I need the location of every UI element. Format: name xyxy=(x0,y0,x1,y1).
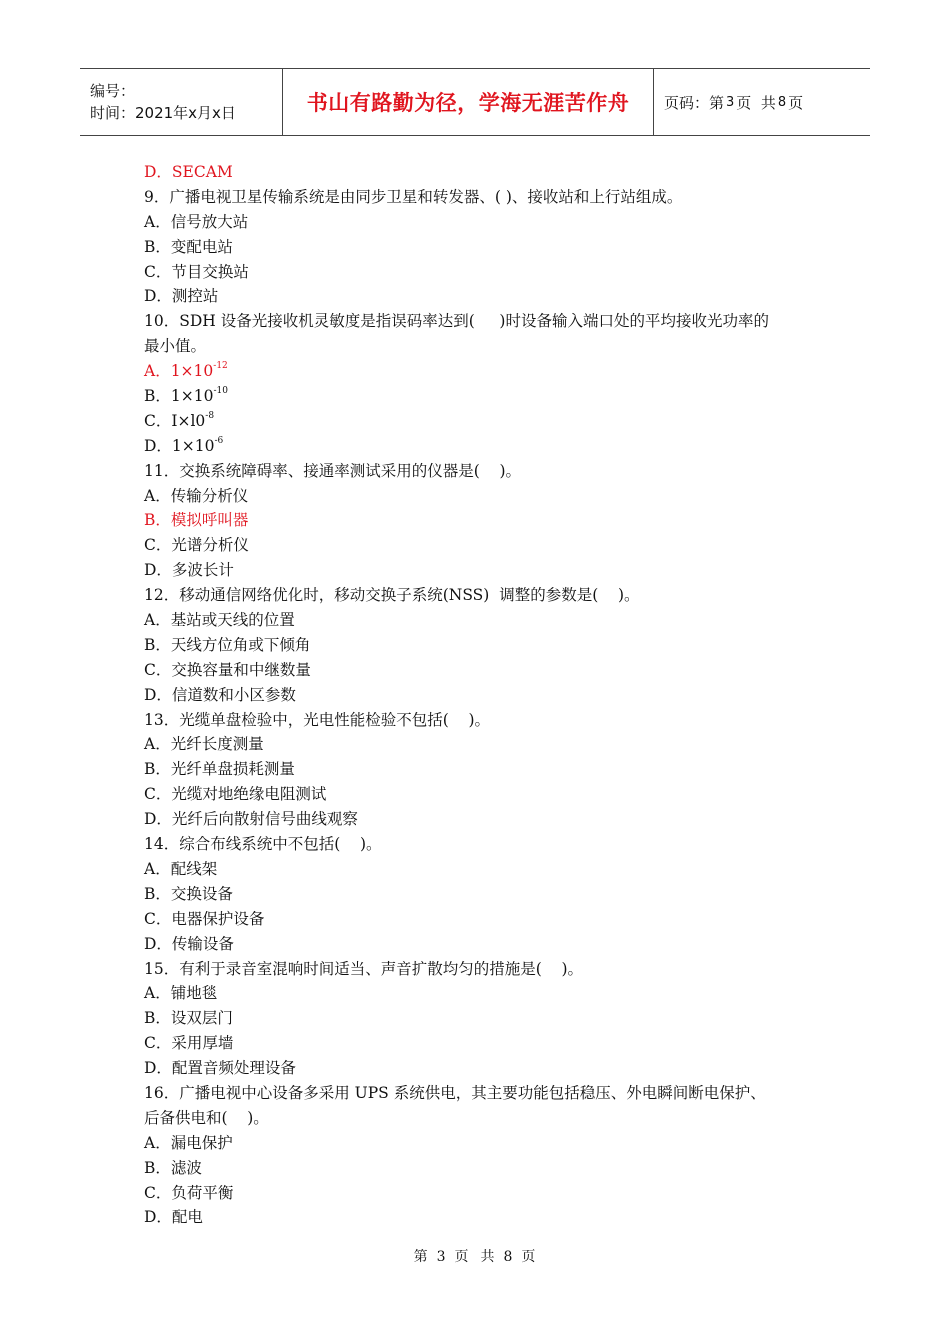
q13-option-c: C．光缆对地绝缘电阻测试 xyxy=(144,785,327,804)
header-motto-cell xyxy=(282,69,654,135)
q10c-exponent: -8 xyxy=(205,410,215,421)
q10a-exponent: -12 xyxy=(213,361,228,372)
question-16-line-2: 后备供电和( )。 xyxy=(144,1108,269,1127)
q16-option-d: D．配电 xyxy=(144,1208,203,1227)
page-footer xyxy=(0,1246,950,1266)
q9-option-b: B．变配电站 xyxy=(144,237,233,256)
question-15: 15．有利于录音室混响时间适当、声音扩散均匀的措施是( )。 xyxy=(144,959,584,978)
question-list xyxy=(144,160,824,1230)
q16-option-b: B．滤波 xyxy=(144,1158,202,1177)
q15-option-a: A．铺地毯 xyxy=(144,984,218,1003)
footer-total: 8 xyxy=(503,1249,514,1265)
question-14: 14．综合布线系统中不包括( )。 xyxy=(144,835,382,854)
q12-option-b: B．天线方位角或下倾角 xyxy=(144,635,311,654)
question-16-line-1: 16．广播电视中心设备多采用 UPS 系统供电，其主要功能包括稳压、外电瞬间断电保护、 xyxy=(144,1083,766,1102)
q12-option-d: D．信道数和小区参数 xyxy=(144,685,296,704)
q10d-exponent: -6 xyxy=(214,435,224,446)
q14-option-b: B．交换设备 xyxy=(144,884,233,903)
document-time: 时间：2021年x月x日 xyxy=(90,104,236,122)
footer-mid: 页 共 xyxy=(454,1249,496,1265)
document-number-label: 编号： xyxy=(90,82,136,100)
q9-option-d: D．测控站 xyxy=(144,287,219,306)
q15-option-d: D．配置音频处理设备 xyxy=(144,1059,296,1078)
page-header xyxy=(80,68,870,136)
q15-option-c: C．采用厚墙 xyxy=(144,1034,234,1053)
q12-option-c: C．交换容量和中继数量 xyxy=(144,660,311,679)
q10c-base: C．I×l0 xyxy=(144,411,206,430)
footer-prefix: 第 xyxy=(413,1249,429,1265)
q11-option-a: A．传输分析仪 xyxy=(144,486,249,505)
question-9: 9．广播电视卫星传输系统是由同步卫星和转发器、( )、接收站和上行站组成。 xyxy=(144,187,683,206)
question-10-line-1: 10．SDH 设备光接收机灵敏度是指误码率达到( )时设备输入端口处的平均接收光功率的 xyxy=(144,312,769,331)
q10b-base: B．1×10 xyxy=(144,387,214,406)
q10-option-c xyxy=(144,409,824,434)
q14-option-c: C．电器保护设备 xyxy=(144,909,265,928)
q12-option-a: A．基站或天线的位置 xyxy=(144,611,295,630)
q13-option-b: B．光纤单盘损耗测量 xyxy=(144,760,295,779)
q10-option-a xyxy=(144,359,824,384)
q16-option-a: A．漏电保护 xyxy=(144,1133,233,1152)
motto: 书山有路勤为径，学海无涯苦作舟 xyxy=(306,91,630,115)
q13-option-d: D．光纤后向散射信号曲线观察 xyxy=(144,810,358,829)
option-secam: D．SECAM xyxy=(144,163,233,181)
page-mid: 页 共 xyxy=(736,93,776,112)
q14-option-d: D．传输设备 xyxy=(144,934,234,953)
q11-option-d: D．多波长计 xyxy=(144,561,234,580)
q14-option-a: A．配线架 xyxy=(144,859,218,878)
footer-suffix: 页 xyxy=(521,1249,537,1265)
question-12: 12．移动通信网络优化时，移动交换子系统(NSS) 调整的参数是( )。 xyxy=(144,586,640,605)
header-meta xyxy=(80,69,282,135)
q16-option-c: C．负荷平衡 xyxy=(144,1183,234,1202)
question-11: 11．交换系统障碍率、接通率测试采用的仪器是( )。 xyxy=(144,461,522,480)
q13-option-a: A．光纤长度测量 xyxy=(144,735,264,754)
q9-option-a: A．信号放大站 xyxy=(144,212,249,231)
q15-option-b: B．设双层门 xyxy=(144,1009,233,1028)
page-suffix: 页 xyxy=(788,93,804,112)
q10-option-b xyxy=(144,384,824,409)
q10a-base: A．1×10 xyxy=(144,362,214,381)
page-number: 3 xyxy=(726,94,735,110)
q11-option-c: C．光谱分析仪 xyxy=(144,536,249,555)
page-total: 8 xyxy=(777,94,787,110)
question-13: 13．光缆单盘检验中，光电性能检验不包括( )。 xyxy=(144,710,491,729)
question-10-line-2: 最小值。 xyxy=(144,337,207,356)
page-prefix: 页码：第 xyxy=(664,93,725,112)
q9-option-c: C．节目交换站 xyxy=(144,262,249,281)
q10b-exponent: -10 xyxy=(213,386,228,397)
header-page-info xyxy=(654,69,870,135)
q10-option-d xyxy=(144,434,824,459)
q10d-base: D．1×10 xyxy=(144,436,215,455)
q11-option-b: B．模拟呼叫器 xyxy=(144,511,249,530)
footer-page: 3 xyxy=(436,1249,447,1265)
